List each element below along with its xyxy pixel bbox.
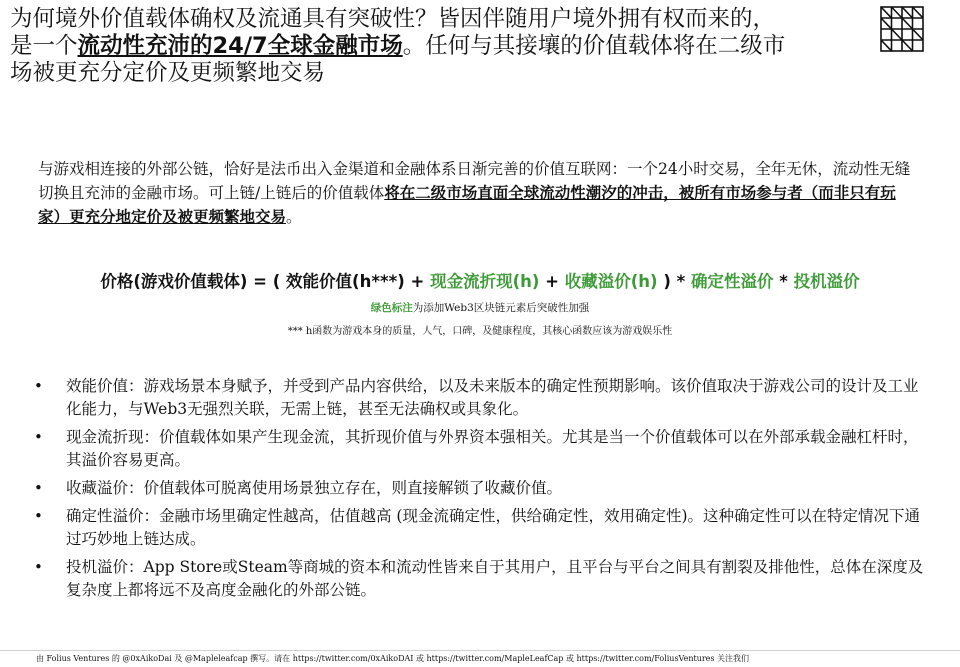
green-legend-note <box>0 300 960 315</box>
footer-divider <box>0 650 960 651</box>
intro-text-3: 。 <box>286 208 302 226</box>
folius-grid-logo-icon <box>880 6 924 52</box>
bullet-icon: • <box>34 479 43 497</box>
intro-paragraph <box>38 157 918 229</box>
formula-collect: 收藏溢价(h) <box>564 272 658 291</box>
title-text-2: 。任何与其接壤的价值载体将在二级市场被更充分定价及更频繁地交易 <box>10 33 786 86</box>
list-item <box>30 556 930 602</box>
green-label: 绿色标注 <box>370 302 413 314</box>
formula-speculation: 投机溢价 <box>793 272 860 291</box>
intro-emphasis: 将在二级市场直面全球流动性潮汐的冲击，被所有市场参与者（而非只有玩家）更充分地定价及被更频繁地交易 <box>38 183 896 226</box>
list-item-text: 现金流折现：价值载体如果产生现金流，其折现价值与外界资本强相关。尤其是当一个价值载体可以在外部承载金融杠杆时，其溢价容易更高。 <box>66 428 919 469</box>
intro-text-1: 与游戏相连接的外部公链，恰好是法币出入金渠道和金融体系日渐完善的价值互联网：一个24小时交易，全年无休，流动性无缝切换且充沛的金融市场。可上链/上链后的价值载体 <box>38 160 911 202</box>
title-emphasis: 流动性充沛的24/7全球金融市场 <box>77 33 403 59</box>
bullet-icon: • <box>34 558 43 576</box>
formula-lhs: 价格(游戏价值载体) = ( 效能价值(h***) + <box>100 272 431 291</box>
bullet-icon: • <box>34 507 43 525</box>
list-item <box>30 375 930 421</box>
list-item-text: 投机溢价：App Store或Steam等商城的资本和流动性皆来自于其用户，且平台与平台之间具有割裂及排他性，总体在深度及复杂度上都将远不及高度金融化的外部公链。 <box>66 558 924 599</box>
list-item-text: 确定性溢价：金融市场里确定性越高，估值越高 (现金流确定性，供给确定性，效用确定性)。这种确定性可以在特定情况下通过巧妙地上链达成。 <box>66 507 921 548</box>
price-formula <box>0 268 960 292</box>
page-title <box>10 6 790 87</box>
list-item-text: 效能价值：游戏场景本身赋予，并受到产品内容供给，以及未来版本的确定性预期影响。该价值取决于游戏公司的设计及工业化能力，与Web3无强烈关联，无需上链，甚至无法确权或具象化。 <box>66 377 919 418</box>
formula-times: * <box>773 272 794 291</box>
bullet-list <box>30 375 930 607</box>
formula-close: ) * <box>657 272 691 291</box>
formula-plus: + <box>539 272 565 291</box>
list-item <box>30 426 930 472</box>
footer-credit: 由 Folius Ventures 的 @0xAikoDai 及 @Mapleleafcap 撰写。请在 https://twitter.com/0xAikoDAI 或 https://twitter.com/MapleLeafCap 或 https://twitter.com/FoliusVentures 关注我们 <box>36 654 750 663</box>
bullet-icon: • <box>34 428 43 446</box>
list-item <box>30 477 930 500</box>
green-label-text: 为添加Web3区块链元素后突破性加强 <box>412 302 590 314</box>
title-text-1: 为何境外价值载体确权及流通具有突破性？皆因伴随用户境外拥有权而来的，是一个 <box>10 6 776 59</box>
formula-cashflow: 现金流折现(h) <box>430 272 540 291</box>
list-item <box>30 505 930 551</box>
bullet-icon: • <box>34 377 43 395</box>
list-item-text: 收藏溢价：价值载体可脱离使用场景独立存在，则直接解锁了收藏价值。 <box>66 479 563 497</box>
formula-certainty: 确定性溢价 <box>691 272 774 291</box>
h-function-note: *** h函数为游戏本身的质量，人气，口碑，及健康程度，其核心函数应该为游戏娱乐性 <box>287 326 673 337</box>
